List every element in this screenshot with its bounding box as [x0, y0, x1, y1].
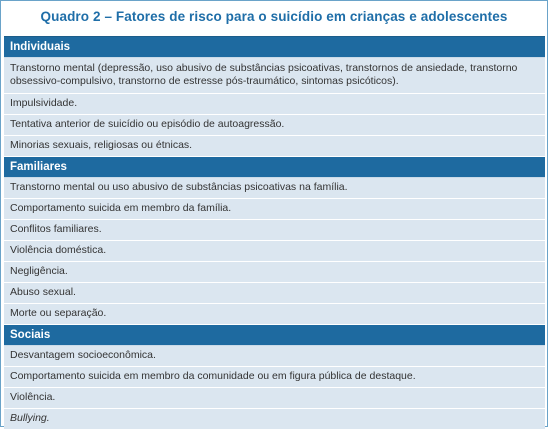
- row-text: Transtorno mental (depressão, uso abusivo de substâncias psicoativas, transtornos de ansiedade, transtorno obsessivo-compulsivo, transtorno de estresse pós-traumático, sintomas psicóticos).: [10, 62, 518, 87]
- row-text: Conflitos familiares.: [10, 223, 102, 235]
- table-row: [4, 262, 545, 283]
- box-title: Quadro 2 – Fatores de risco para o suicídio em crianças e adolescentes: [40, 9, 508, 24]
- table-row: [4, 367, 545, 388]
- row-text: Violência doméstica.: [10, 244, 107, 256]
- row-text: Comportamento suicida em membro da família.: [10, 202, 232, 214]
- row-text: Impulsividade.: [10, 97, 78, 109]
- table-row: [4, 199, 545, 220]
- table-row: [4, 115, 545, 136]
- row-text: Negligência.: [10, 265, 68, 277]
- row-text: Comportamento suicida em membro da comunidade ou em figura pública de destaque.: [10, 370, 416, 382]
- section-header-familiares: Familiares: [4, 157, 545, 178]
- risk-factors-table: [4, 36, 545, 430]
- row-text: Desvantagem socioeconômica.: [10, 349, 156, 361]
- table-row: [4, 346, 545, 367]
- row-text: Morte ou separação.: [10, 307, 107, 319]
- row-text: Violência.: [10, 391, 56, 403]
- section-header-individuais: Individuais: [4, 37, 545, 58]
- row-text: Tentativa anterior de suicídio ou episódio de autoagressão.: [10, 118, 285, 130]
- table-row: [4, 220, 545, 241]
- table-row: [4, 136, 545, 157]
- table-row: [4, 178, 545, 199]
- row-text: Bullying.: [10, 412, 50, 424]
- section-header-sociais: Sociais: [4, 325, 545, 346]
- row-text: Transtorno mental ou uso abusivo de substâncias psicoativas na família.: [10, 181, 348, 193]
- table-row: [4, 388, 545, 409]
- row-text: Minorias sexuais, religiosas ou étnicas.: [10, 139, 193, 151]
- table-row: [4, 94, 545, 115]
- table-row: [4, 58, 545, 94]
- row-text: Abuso sexual.: [10, 286, 76, 298]
- table-row: [4, 304, 545, 325]
- table-row: [4, 241, 545, 262]
- table-row: [4, 283, 545, 304]
